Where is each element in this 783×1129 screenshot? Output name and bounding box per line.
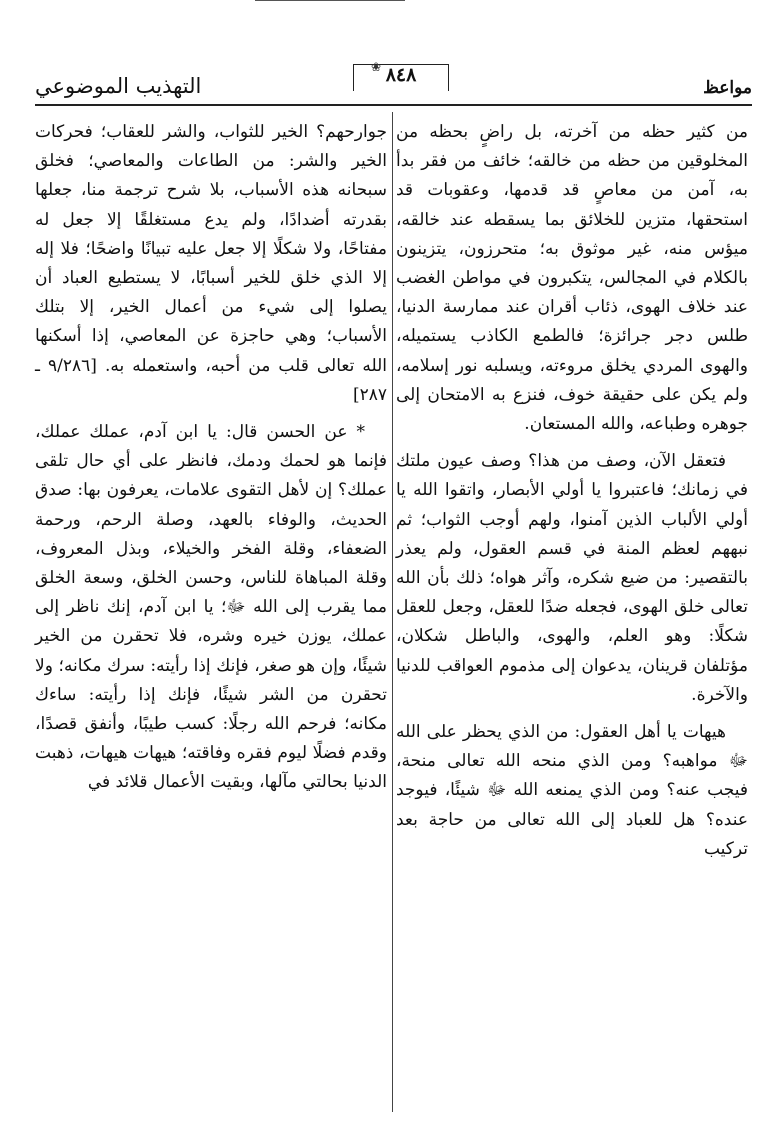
paragraph: هيهات يا أهل العقول: من الذي يحظر على الله ﷻ مواهبه؟ ومن الذي منحه الله تعالى منحة، فيجب عنه؟ ومن الذي يمنعه الله ﷻ شيئًا، فيوجد عنده؟ هل للعباد إلى الله تعالى من حاجة بعد تركيب: [396, 722, 748, 859]
paragraph: فتعقل الآن، وصف من هذا؟ وصف عيون ملتك في زمانك؛ فاعتبروا يا أولي الأبصار، واتقوا الله يا أولي الألباب الذين آمنوا، ولهم أوجب الثواب؛ ثم نبههم لعظم المنة في قسم العقول، ولم يعذر بالتقصير: من ضيع شكره، وآثر هواه؛ ذلك بأن الله تعالى خلق الهوى، فجعله ضدًا للعقل، وجعل للعقل شكلًا: وهو العلم، والهوى، والباطل شكلان، مؤتلفان قرينان، يدعوان إلى مذموم العواقب للدنيا والآخرة.: [396, 451, 748, 705]
left-column: [35, 118, 387, 798]
top-edge-line: [255, 0, 405, 1]
ornament-icon: ❀: [371, 60, 382, 74]
paragraph: * عن الحسن قال: يا ابن آدم، عملك عملك، فإنما هو لحمك ودمك، فانظر على أي حال تلقى عملك؟ إن لأهل التقوى علامات، يعرفون بها: صدق الحديث، والوفاء بالعهد، وصلة الرحم، ورحمة الضعفاء، وقلة الفخر والخيلاء، وبذل المعروف، وقلة المباهاة للناس، وحسن الخلق، وسعة الخلق مما يقرب إلى الله ﷻ؛ يا ابن آدم، إنك ناظر إلى عملك، يوزن خيره وشره، فلا تحقرن من الخير شيئًا، وإن هو صغر، فإنك إذا رأيته: سرك مكانه؛ ولا تحقرن من الشر شيئًا، فإنك إذا رأيته: ساءك مكانه؛ فرحم الله رجلًا: كسب طيبًا، وأنفق قصدًا، وقدم فضلًا ليوم فقره وفاقته؛ هيهات هيهات، ذهبت الدنيا بحالتي مآلها، وبقيت الأعمال قلائد في: [35, 422, 387, 793]
section-title: مواعظ: [703, 78, 752, 98]
right-column: [396, 118, 748, 864]
column-divider: [392, 112, 393, 1112]
paragraph: من كثير حظه من آخرته، بل راضٍ بحظه من المخلوقين من حظه من خالقه؛ خائف من فقر بدأ به، آمن من معاصٍ قد قدمها، وعقوبات قد استحقها، متزين للخلائق بما يسقطه عند خالقه، ميؤس منه، غير موثوق به؛ متحرزون، يتزينون بالكلام في المجالس، يتكبرون في مواطن الغضب عند خلاف الهوى، ذئاب أقران عند ممارسة الدنيا، طلس دجر جرائزة؛ فالطمع الكاذب يستميله، والهوى المردي يخلق مروءته، ويسلبه نور إسلامه، ولم يكن على حقيقة خوف، فنزع به الامتحان إلى جوهره وطباعه، والله المستعان.: [396, 122, 748, 435]
header-rule: [35, 104, 752, 106]
book-title: التهذيب الموضوعي: [35, 74, 202, 98]
page-header: [35, 58, 752, 108]
page-number: ٨٤٨: [385, 64, 417, 86]
paragraph: جوارحهم؟ الخير للثواب، والشر للعقاب؛ فحركات الخير والشر: من الطاعات والمعاصي؛ فخلق سبحانه هذه الأسباب، بلا شرح ترجمة منا، جعلها بقدرته أضدادًا، ولم يدع مستغلقًا إلا جعل له مفتاحًا، ولا شكلًا إلا جعل عليه تبيانًا واضحًا؛ فلا إله إلا الذي خلق للخير أسبابًا، لا يستطيع العباد أن يصلوا إلى شيء من أعمال الخير، إلا بتلك الأسباب؛ وهي حاجزة عن المعاصي، إذا أسكنها الله تعالى قلب من أحبه، واستعمله به. [٩/٢٨٦ ـ ٢٨٧]: [35, 122, 387, 405]
page-number-box: [353, 58, 449, 94]
